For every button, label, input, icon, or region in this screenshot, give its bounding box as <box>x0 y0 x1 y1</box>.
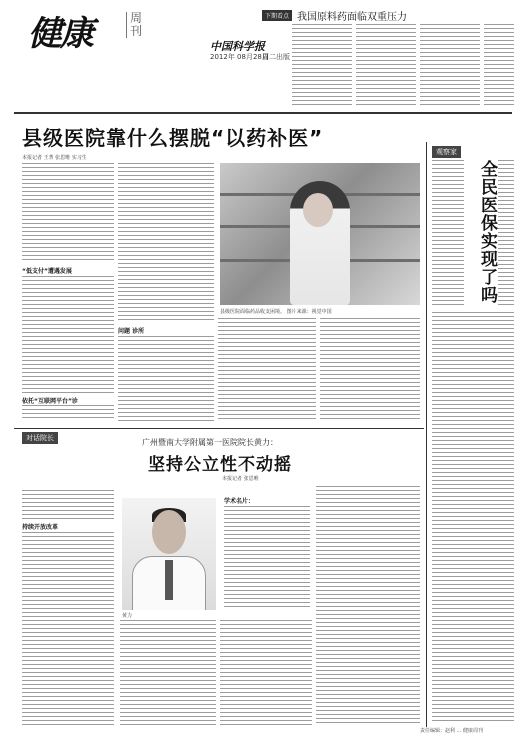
main-text-col4 <box>320 318 420 422</box>
profile-text <box>224 506 310 610</box>
main-text-col2b <box>118 336 214 422</box>
photo-caption: 县级医院面临药品收支困境。 图片来源：视觉中国 <box>220 309 332 315</box>
right-column-rule <box>426 142 427 727</box>
lower-text-col1b <box>22 532 114 728</box>
lower-rule <box>14 428 424 429</box>
interview-text-col3 <box>220 620 312 726</box>
lower-subhead: 持续开放改革 <box>22 524 59 531</box>
main-text-col2a <box>118 163 214 323</box>
main-subhead-3: 依托“互联网平台”诊 <box>22 398 78 405</box>
main-byline: 本报记者 王菁 张思唯 实习生 <box>22 155 87 161</box>
interview-byline: 本报记者 张思唯 <box>222 476 259 482</box>
right-column-headline: 全民医保实现了吗 <box>477 160 497 304</box>
teaser-tag: 下期看点 <box>262 10 292 21</box>
interview-text-col4 <box>316 486 420 726</box>
right-text-top-left <box>432 160 464 308</box>
right-text-top-right <box>498 160 514 308</box>
paper-name: 中国科学报 <box>210 40 265 53</box>
director-portrait <box>122 498 216 610</box>
main-subhead-2: 问题 诊所 <box>118 328 145 335</box>
footer-credits: 责任编辑：赵利 ... 健康周刊 <box>420 728 483 734</box>
right-section-tag: 观察家 <box>432 146 461 158</box>
right-text-body <box>432 312 514 722</box>
teaser-text-col3 <box>420 24 480 108</box>
interview-text-col2 <box>120 620 216 726</box>
masthead <box>28 6 178 56</box>
interview-kicker: 广州暨南大学附属第一医院院长黄力： <box>142 438 278 447</box>
main-text-col1a <box>22 163 114 263</box>
brand-title: 健康 <box>28 14 92 54</box>
issue-weekday: 周二出版 <box>262 53 290 61</box>
teaser-text-col2 <box>356 24 416 108</box>
lower-text-col1a <box>22 490 114 520</box>
issue-date: 2012年 08月28日 <box>210 53 269 61</box>
header-rule <box>14 112 512 114</box>
main-text-col1b <box>22 276 114 394</box>
portrait-caption: 黄力 <box>122 613 133 619</box>
teaser-text-col4 <box>484 24 514 108</box>
lower-section-tag: 对话院长 <box>22 432 58 444</box>
main-subhead-1: “低支付”遭遇发展 <box>22 268 72 275</box>
brand-subtitle: 周刊 <box>126 12 144 38</box>
main-text-col3 <box>218 318 316 422</box>
main-text-col1c <box>22 405 114 421</box>
teaser-text-col1 <box>292 24 352 108</box>
profile-label: 学术名片： <box>224 498 255 505</box>
pharmacy-photo <box>220 163 420 305</box>
main-headline: 县级医院靠什么摆脱“以药补医” <box>22 126 324 150</box>
teaser-title: 我国原料药面临双重压力 <box>297 12 407 23</box>
interview-headline: 坚持公立性不动摇 <box>148 455 292 475</box>
